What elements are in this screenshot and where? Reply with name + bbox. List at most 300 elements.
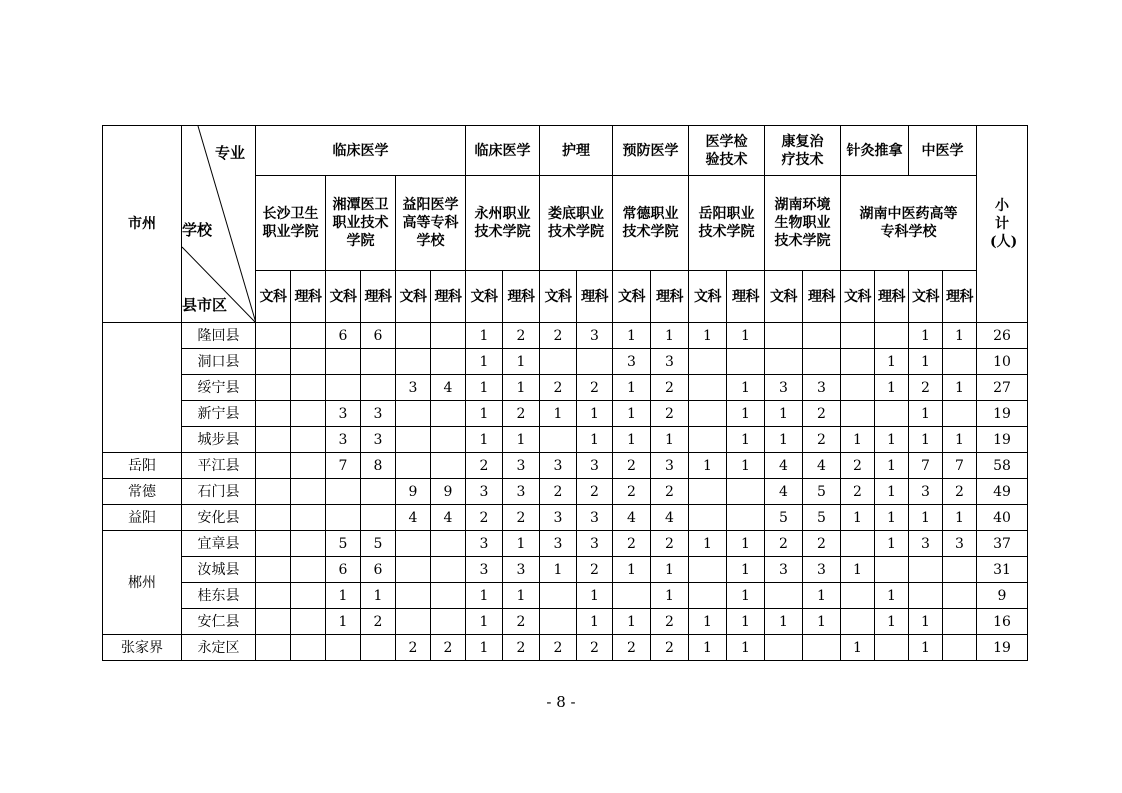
value-cell [943, 583, 977, 609]
value-cell [431, 531, 466, 557]
value-cell: 1 [943, 505, 977, 531]
total-cell: 10 [977, 349, 1028, 375]
value-cell: 1 [466, 401, 503, 427]
value-cell: 1 [909, 609, 943, 635]
value-cell: 2 [651, 375, 689, 401]
value-cell: 2 [651, 635, 689, 661]
stream-header: 文科 [765, 271, 803, 323]
value-cell: 3 [540, 531, 577, 557]
value-cell: 1 [727, 531, 765, 557]
value-cell: 4 [431, 375, 466, 401]
table-row [103, 401, 1028, 427]
value-cell: 1 [326, 609, 361, 635]
value-cell [765, 635, 803, 661]
value-cell: 4 [765, 479, 803, 505]
school-header: 湘潭医卫职业技术学院 [326, 176, 396, 271]
value-cell [396, 323, 431, 349]
value-cell [689, 557, 727, 583]
total-cell: 19 [977, 427, 1028, 453]
value-cell: 1 [503, 531, 540, 557]
value-cell: 2 [613, 635, 651, 661]
county-cell: 宜章县 [182, 531, 256, 557]
value-cell: 1 [577, 583, 613, 609]
value-cell: 1 [613, 557, 651, 583]
value-cell: 3 [651, 453, 689, 479]
value-cell: 1 [875, 375, 909, 401]
school-header: 永州职业技术学院 [466, 176, 540, 271]
value-cell [361, 375, 396, 401]
value-cell: 6 [326, 323, 361, 349]
school-header: 娄底职业技术学院 [540, 176, 613, 271]
major-header: 临床医学 [466, 126, 540, 176]
table-row [103, 349, 1028, 375]
table-row [103, 635, 1028, 661]
value-cell [689, 427, 727, 453]
value-cell: 5 [361, 531, 396, 557]
value-cell [540, 609, 577, 635]
value-cell: 4 [613, 505, 651, 531]
value-cell [943, 609, 977, 635]
value-cell: 4 [651, 505, 689, 531]
value-cell: 1 [651, 323, 689, 349]
value-cell [396, 349, 431, 375]
value-cell [803, 349, 841, 375]
value-cell: 1 [727, 583, 765, 609]
value-cell: 1 [875, 453, 909, 479]
table-row [103, 375, 1028, 401]
value-cell: 1 [651, 583, 689, 609]
table-row [103, 609, 1028, 635]
value-cell: 2 [651, 479, 689, 505]
value-cell: 2 [841, 479, 875, 505]
value-cell: 1 [875, 427, 909, 453]
value-cell: 1 [727, 453, 765, 479]
value-cell [689, 349, 727, 375]
corner-major-label: 专业 [215, 144, 246, 162]
value-cell [765, 583, 803, 609]
value-cell [841, 375, 875, 401]
value-cell [841, 323, 875, 349]
value-cell [577, 349, 613, 375]
stream-header: 文科 [256, 271, 291, 323]
county-cell: 新宁县 [182, 401, 256, 427]
value-cell: 3 [361, 427, 396, 453]
value-cell: 1 [875, 505, 909, 531]
value-cell: 2 [540, 479, 577, 505]
value-cell: 2 [841, 453, 875, 479]
value-cell: 7 [326, 453, 361, 479]
value-cell: 2 [613, 479, 651, 505]
value-cell: 3 [577, 531, 613, 557]
table-row [103, 479, 1028, 505]
value-cell: 1 [803, 583, 841, 609]
value-cell: 6 [326, 557, 361, 583]
value-cell [256, 427, 291, 453]
value-cell: 2 [396, 635, 431, 661]
stream-header: 理科 [431, 271, 466, 323]
value-cell [396, 401, 431, 427]
value-cell: 1 [540, 557, 577, 583]
value-cell: 4 [431, 505, 466, 531]
value-cell: 7 [909, 453, 943, 479]
value-cell: 3 [613, 349, 651, 375]
value-cell [291, 635, 326, 661]
value-cell [291, 375, 326, 401]
value-cell [540, 427, 577, 453]
value-cell [803, 323, 841, 349]
value-cell [909, 583, 943, 609]
value-cell [540, 349, 577, 375]
value-cell: 3 [466, 479, 503, 505]
value-cell: 1 [909, 401, 943, 427]
total-cell: 58 [977, 453, 1028, 479]
value-cell: 2 [613, 531, 651, 557]
value-cell: 1 [613, 401, 651, 427]
value-cell: 2 [651, 401, 689, 427]
value-cell [291, 427, 326, 453]
table-row [103, 427, 1028, 453]
value-cell: 4 [803, 453, 841, 479]
value-cell [291, 531, 326, 557]
value-cell: 3 [466, 531, 503, 557]
value-cell [943, 635, 977, 661]
value-cell [396, 557, 431, 583]
stream-header: 文科 [613, 271, 651, 323]
value-cell [943, 557, 977, 583]
stream-header: 文科 [841, 271, 875, 323]
value-cell: 3 [765, 557, 803, 583]
value-cell [326, 635, 361, 661]
value-cell [291, 557, 326, 583]
school-header: 长沙卫生职业学院 [256, 176, 326, 271]
value-cell: 5 [803, 479, 841, 505]
value-cell [326, 505, 361, 531]
value-cell: 1 [326, 583, 361, 609]
value-cell [291, 505, 326, 531]
value-cell [943, 349, 977, 375]
major-header: 中医学 [909, 126, 977, 176]
value-cell: 1 [466, 349, 503, 375]
value-cell: 3 [396, 375, 431, 401]
value-cell: 2 [466, 453, 503, 479]
table-row [103, 505, 1028, 531]
value-cell [396, 609, 431, 635]
value-cell [291, 583, 326, 609]
value-cell [361, 349, 396, 375]
value-cell [326, 375, 361, 401]
value-cell [841, 609, 875, 635]
stream-header: 理科 [651, 271, 689, 323]
value-cell: 3 [326, 427, 361, 453]
value-cell: 1 [765, 609, 803, 635]
value-cell: 1 [875, 609, 909, 635]
value-cell: 1 [466, 323, 503, 349]
value-cell: 6 [361, 323, 396, 349]
value-cell [256, 531, 291, 557]
value-cell: 7 [943, 453, 977, 479]
county-cell: 汝城县 [182, 557, 256, 583]
value-cell: 3 [651, 349, 689, 375]
value-cell [291, 349, 326, 375]
value-cell: 1 [875, 479, 909, 505]
value-cell: 1 [613, 323, 651, 349]
total-cell: 19 [977, 401, 1028, 427]
corner-school-label: 学校 [182, 221, 213, 239]
value-cell: 3 [466, 557, 503, 583]
value-cell: 3 [540, 453, 577, 479]
table-row [103, 323, 1028, 349]
value-cell: 1 [727, 609, 765, 635]
value-cell: 5 [326, 531, 361, 557]
value-cell: 1 [803, 609, 841, 635]
county-cell: 隆回县 [182, 323, 256, 349]
stream-header: 理科 [943, 271, 977, 323]
value-cell: 2 [431, 635, 466, 661]
value-cell [431, 609, 466, 635]
value-cell [431, 557, 466, 583]
value-cell [256, 349, 291, 375]
value-cell: 1 [689, 323, 727, 349]
stream-header: 文科 [540, 271, 577, 323]
value-cell [256, 505, 291, 531]
value-cell: 1 [841, 635, 875, 661]
value-cell [256, 557, 291, 583]
total-cell: 27 [977, 375, 1028, 401]
county-cell: 桂东县 [182, 583, 256, 609]
value-cell: 9 [396, 479, 431, 505]
value-cell [765, 323, 803, 349]
value-cell [291, 453, 326, 479]
value-cell: 1 [943, 375, 977, 401]
value-cell [431, 453, 466, 479]
value-cell: 3 [803, 557, 841, 583]
value-cell [875, 557, 909, 583]
value-cell: 5 [765, 505, 803, 531]
value-cell: 2 [803, 531, 841, 557]
school-header: 常德职业技术学院 [613, 176, 689, 271]
value-cell: 1 [765, 401, 803, 427]
value-cell: 1 [577, 427, 613, 453]
value-cell [256, 583, 291, 609]
corner-header [182, 126, 256, 323]
major-header: 针灸推拿 [841, 126, 909, 176]
total-cell: 9 [977, 583, 1028, 609]
value-cell: 4 [765, 453, 803, 479]
value-cell: 2 [943, 479, 977, 505]
value-cell: 2 [577, 635, 613, 661]
value-cell: 3 [765, 375, 803, 401]
value-cell: 2 [613, 453, 651, 479]
value-cell [875, 635, 909, 661]
value-cell [875, 323, 909, 349]
value-cell: 1 [361, 583, 396, 609]
value-cell: 1 [909, 505, 943, 531]
value-cell [540, 583, 577, 609]
major-header: 护理 [540, 126, 613, 176]
city-cell [103, 323, 182, 453]
value-cell: 1 [875, 349, 909, 375]
value-cell: 1 [909, 349, 943, 375]
value-cell [361, 505, 396, 531]
value-cell: 1 [466, 375, 503, 401]
value-cell: 3 [577, 453, 613, 479]
school-header: 益阳医学高等专科学校 [396, 176, 466, 271]
value-cell: 2 [466, 505, 503, 531]
value-cell: 1 [727, 323, 765, 349]
value-cell: 1 [841, 557, 875, 583]
value-cell: 1 [613, 609, 651, 635]
total-cell: 26 [977, 323, 1028, 349]
value-cell: 2 [503, 323, 540, 349]
stream-header: 理科 [577, 271, 613, 323]
value-cell [431, 349, 466, 375]
value-cell [256, 323, 291, 349]
table-row [103, 453, 1028, 479]
value-cell: 1 [689, 635, 727, 661]
corner-county-label: 县市区 [182, 296, 228, 314]
value-cell [841, 349, 875, 375]
value-cell: 1 [689, 609, 727, 635]
value-cell: 2 [803, 401, 841, 427]
value-cell [326, 349, 361, 375]
value-cell: 5 [803, 505, 841, 531]
county-cell: 石门县 [182, 479, 256, 505]
value-cell: 1 [503, 375, 540, 401]
value-cell: 3 [503, 453, 540, 479]
value-cell: 1 [727, 401, 765, 427]
value-cell: 1 [943, 323, 977, 349]
value-cell: 1 [727, 635, 765, 661]
value-cell: 2 [651, 531, 689, 557]
stream-header: 理科 [803, 271, 841, 323]
school-header: 湖南中医药高等专科学校 [841, 176, 977, 271]
value-cell [689, 505, 727, 531]
value-cell [841, 531, 875, 557]
value-cell [689, 479, 727, 505]
value-cell: 2 [577, 479, 613, 505]
value-cell: 3 [577, 505, 613, 531]
school-header: 湖南环境生物职业技术学院 [765, 176, 841, 271]
value-cell [909, 557, 943, 583]
value-cell [256, 453, 291, 479]
county-cell: 安化县 [182, 505, 256, 531]
value-cell [613, 583, 651, 609]
table-row [103, 557, 1028, 583]
value-cell: 1 [943, 427, 977, 453]
stream-header: 理科 [503, 271, 540, 323]
value-cell: 2 [765, 531, 803, 557]
value-cell: 1 [875, 531, 909, 557]
value-cell: 3 [540, 505, 577, 531]
value-cell: 2 [540, 323, 577, 349]
value-cell: 3 [503, 479, 540, 505]
value-cell: 9 [431, 479, 466, 505]
value-cell: 2 [577, 557, 613, 583]
table-row [103, 531, 1028, 557]
value-cell [291, 609, 326, 635]
total-cell: 19 [977, 635, 1028, 661]
value-cell [841, 583, 875, 609]
value-cell [727, 505, 765, 531]
value-cell: 3 [943, 531, 977, 557]
county-cell: 永定区 [182, 635, 256, 661]
value-cell: 1 [689, 453, 727, 479]
table-row [103, 583, 1028, 609]
value-cell: 3 [577, 323, 613, 349]
page-number: - 8 - [546, 693, 576, 711]
enrollment-table [102, 125, 1028, 661]
value-cell: 1 [577, 401, 613, 427]
value-cell: 1 [841, 505, 875, 531]
value-cell: 1 [577, 609, 613, 635]
stream-header: 文科 [396, 271, 431, 323]
value-cell [396, 583, 431, 609]
subtotal-header: 小计(人) [977, 126, 1028, 323]
value-cell: 1 [651, 557, 689, 583]
stream-header: 文科 [909, 271, 943, 323]
value-cell [396, 453, 431, 479]
value-cell [291, 401, 326, 427]
value-cell: 1 [727, 427, 765, 453]
county-cell: 城步县 [182, 427, 256, 453]
value-cell [689, 375, 727, 401]
value-cell [431, 427, 466, 453]
value-cell: 2 [540, 635, 577, 661]
value-cell: 4 [396, 505, 431, 531]
value-cell: 2 [577, 375, 613, 401]
value-cell: 1 [540, 401, 577, 427]
county-cell: 平江县 [182, 453, 256, 479]
total-cell: 37 [977, 531, 1028, 557]
total-cell: 16 [977, 609, 1028, 635]
value-cell: 1 [765, 427, 803, 453]
value-cell [361, 635, 396, 661]
value-cell [431, 583, 466, 609]
value-cell: 1 [875, 583, 909, 609]
value-cell [689, 583, 727, 609]
value-cell: 8 [361, 453, 396, 479]
value-cell: 1 [466, 583, 503, 609]
city-cell: 益阳 [103, 505, 182, 531]
value-cell: 1 [909, 635, 943, 661]
value-cell: 2 [803, 427, 841, 453]
city-header: 市州 [103, 126, 182, 323]
school-header: 岳阳职业技术学院 [689, 176, 765, 271]
value-cell: 2 [503, 401, 540, 427]
value-cell: 1 [727, 375, 765, 401]
value-cell: 2 [503, 609, 540, 635]
stream-header: 理科 [361, 271, 396, 323]
value-cell: 1 [841, 427, 875, 453]
value-cell [727, 349, 765, 375]
value-cell [727, 479, 765, 505]
stream-header: 文科 [466, 271, 503, 323]
value-cell [431, 323, 466, 349]
value-cell [256, 479, 291, 505]
value-cell [396, 427, 431, 453]
value-cell [291, 323, 326, 349]
major-header: 临床医学 [256, 126, 466, 176]
value-cell [291, 479, 326, 505]
value-cell: 1 [503, 427, 540, 453]
value-cell [943, 401, 977, 427]
county-cell: 洞口县 [182, 349, 256, 375]
stream-header: 理科 [875, 271, 909, 323]
value-cell: 1 [613, 375, 651, 401]
value-cell: 3 [909, 479, 943, 505]
stream-header: 理科 [727, 271, 765, 323]
value-cell: 3 [803, 375, 841, 401]
